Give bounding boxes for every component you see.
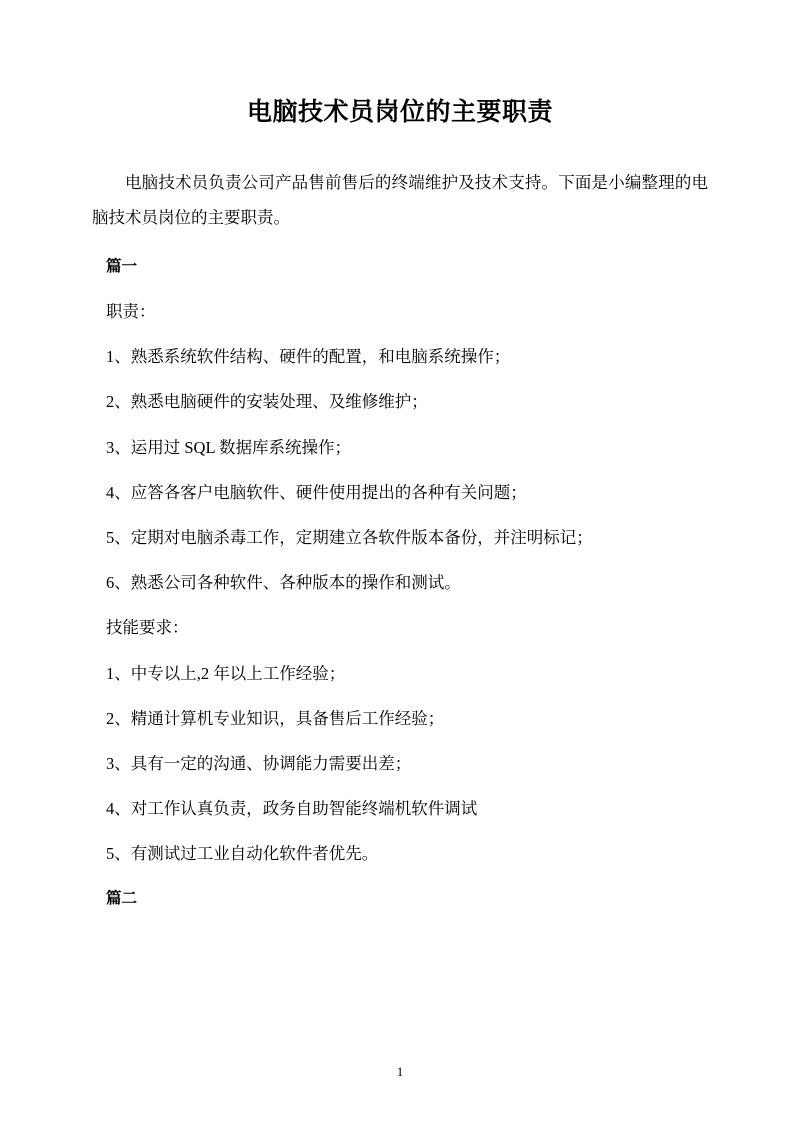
body-paragraph: 职责： (106, 301, 156, 321)
body-paragraph: 技能要求： (106, 618, 189, 638)
body-paragraph: 3、运用过 SQL 数据库系统操作； (106, 437, 352, 457)
body-paragraph: 6、熟悉公司各种软件、各种版本的操作和测试。 (106, 573, 461, 593)
intro-paragraph: 电脑技术员负责公司产品售前售后的终端维护及技术支持。下面是小编整理的电脑技术员岗位的主要职责。 (92, 173, 708, 227)
body-paragraph: 2、精通计算机专业知识，具备售后工作经验； (106, 708, 445, 728)
body-paragraph: 3、具有一定的沟通、协调能力需要出差； (106, 754, 412, 774)
body-paragraph: 5、有测试过工业自动化软件者优先。 (106, 844, 379, 864)
body-paragraph: 4、应答各客户电脑软件、硬件使用提出的各种有关问题； (106, 482, 527, 502)
body-paragraph: 5、定期对电脑杀毒工作，定期建立各软件版本备份，并注明标记； (106, 527, 593, 547)
body-paragraph: 4、对工作认真负责，政务自助智能终端机软件调试 (106, 799, 478, 819)
document-body (92, 235, 708, 920)
body-paragraph: 篇二 (106, 889, 138, 907)
body-paragraph: 1、中专以上,2 年以上工作经验； (106, 663, 346, 683)
body-paragraph: 2、熟悉电脑硬件的安装处理、及维修维护； (106, 392, 428, 412)
body-paragraph: 篇一 (106, 258, 138, 276)
page-number: 1 (396, 1064, 404, 1079)
body-paragraph: 1、熟悉系统软件结构、硬件的配置，和电脑系统操作； (106, 347, 511, 367)
page-title: 电脑技术员岗位的主要职责 (246, 98, 553, 126)
